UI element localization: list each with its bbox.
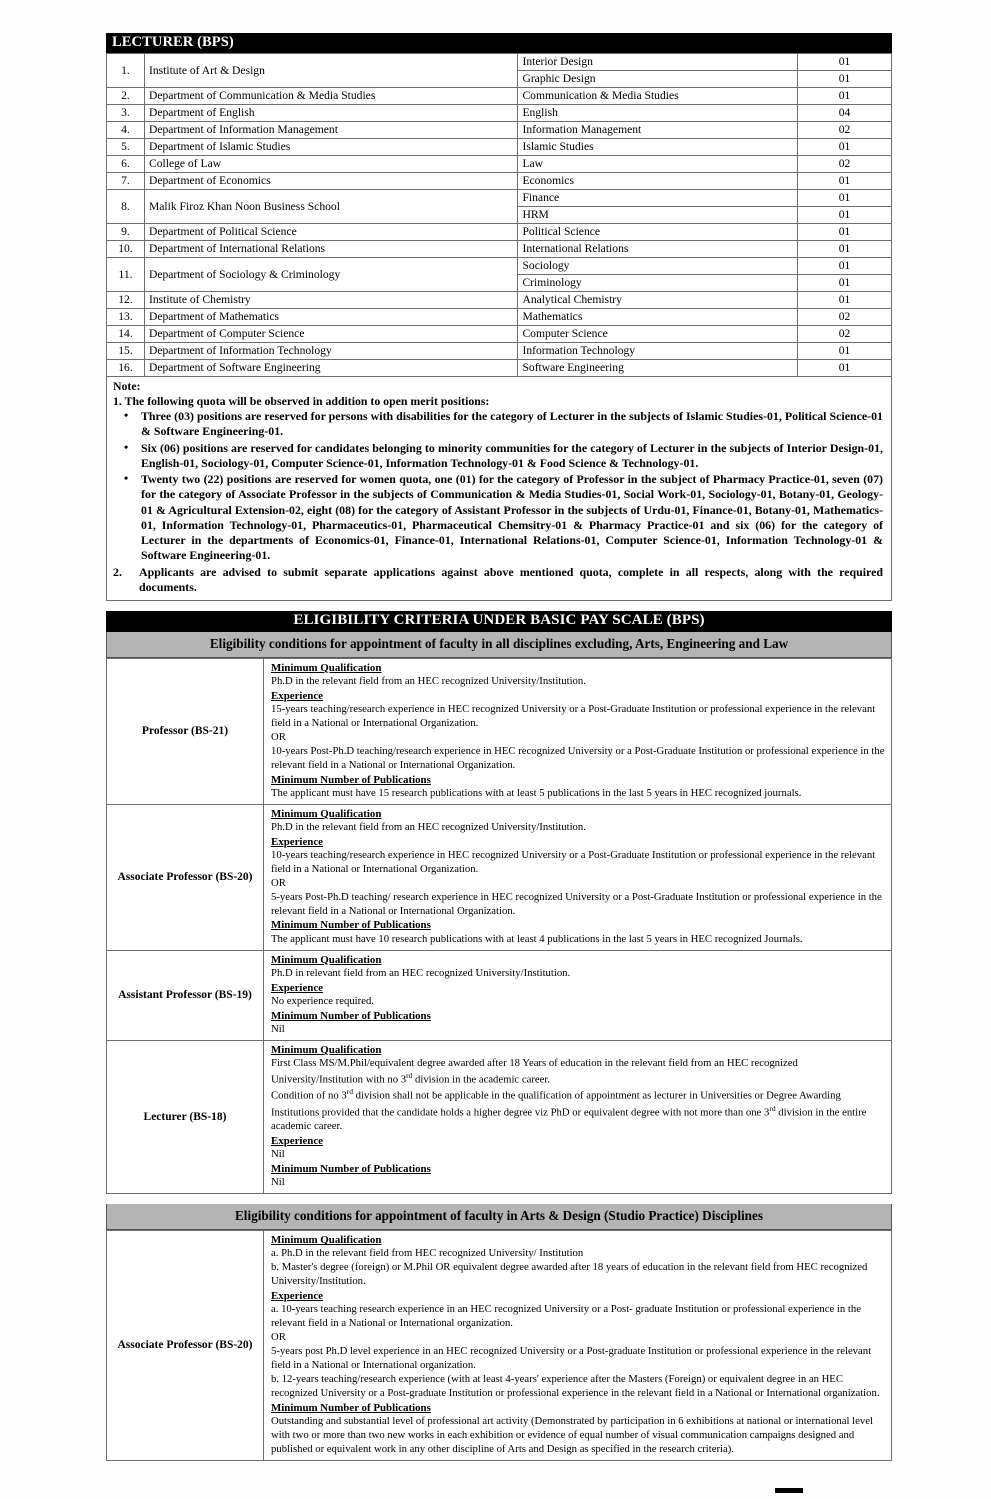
note-title: Note: [113, 378, 141, 393]
subject-name: Information Technology [518, 342, 798, 359]
row-number: 6. [107, 156, 145, 173]
vacancy-count: 01 [798, 241, 892, 258]
criteria-details [264, 950, 892, 1040]
criteria-general-table [106, 658, 892, 1195]
subject-name: Interior Design [518, 54, 798, 71]
criteria-line: Ph.D in relevant field from an HEC recognized University/Institution. [271, 966, 571, 979]
note-bullet: • Three (03) positions are reserved for persons with disabilities for the category of Lecturer in the subjects of Islamic Studies-01, Political Science-01 & Software Engineering-01. [135, 409, 883, 439]
row-number: 10. [107, 241, 145, 258]
department-name: Department of Economics [144, 173, 517, 190]
subject-name: Communication & Media Studies [518, 88, 798, 105]
criteria-line: 15-years teaching/research experience in HEC recognized University or a Post-Graduate Institution or professional experience in the relevant field in a National or International Organization. [271, 703, 876, 729]
table-row [107, 308, 892, 325]
table-row [107, 241, 892, 258]
criteria-general-heading: Eligibility conditions for appointment of faculty in all disciplines excluding, Arts, Engineering and Law [106, 632, 892, 658]
table-row [107, 258, 892, 275]
criteria-subheading: Experience [271, 1290, 324, 1303]
positions-table [106, 53, 892, 377]
criteria-designation: Professor (BS-21) [107, 658, 264, 804]
criteria-line: Ph.D in the relevant field from an HEC recognized University/Institution. [271, 674, 586, 687]
subject-name: HRM [518, 207, 798, 224]
table-row [107, 122, 892, 139]
subject-name: Criminology [518, 275, 798, 292]
note-item-2 [113, 565, 883, 595]
department-name: Department of Software Engineering [144, 359, 517, 376]
criteria-designation: Associate Professor (BS-20) [107, 1231, 264, 1460]
criteria-designation: Associate Professor (BS-20) [107, 804, 264, 950]
subject-name: Sociology [518, 258, 798, 275]
row-number: 7. [107, 173, 145, 190]
criteria-line: b. 12-years teaching/research experience (with at least 4-years' experience after the Masters (Foreign) or equivalent degree in an HEC recognized University or a Post-graduate Institution or professional experience in the relevant field in a National or International organization. [271, 1372, 880, 1399]
criteria-line: Condition of no 3rd division shall not be applicable in the qualification of appointment as lecturer in Universities or Degree Awarding Institutions provided that the candidate holds a higher degree viz PhD or equivalent degree with not more than one 3rd division in the entire academic career. [271, 1087, 867, 1133]
row-number: 14. [107, 325, 145, 342]
table-row [107, 292, 892, 309]
criteria-line: The applicant must have 10 research publications with at least 4 publications in the last 5 years in HEC recognized Journals. [271, 932, 803, 945]
criteria-subheading: Minimum Qualification [271, 807, 382, 820]
department-name: Department of Information Technology [144, 342, 517, 359]
criteria-row [107, 658, 892, 804]
row-number: 5. [107, 139, 145, 156]
criteria-row [107, 804, 892, 950]
table-row [107, 325, 892, 342]
subject-name: Graphic Design [518, 71, 798, 88]
note-item-2-index: 2. [113, 564, 122, 579]
criteria-details [264, 658, 892, 804]
subject-name: English [518, 105, 798, 122]
criteria-subheading: Experience [271, 981, 324, 994]
criteria-subheading: Minimum Qualification [271, 1234, 382, 1247]
subject-name: Software Engineering [518, 359, 798, 376]
criteria-subheading: Minimum Number of Publications [271, 1163, 431, 1176]
subject-name: Computer Science [518, 325, 798, 342]
row-number: 11. [107, 258, 145, 292]
department-name: Department of Communication & Media Studies [144, 88, 517, 105]
criteria-row [107, 1231, 892, 1460]
subject-name: International Relations [518, 241, 798, 258]
table-row [107, 156, 892, 173]
vacancy-count: 02 [798, 325, 892, 342]
vacancy-count: 01 [798, 292, 892, 309]
department-name: Institute of Chemistry [144, 292, 517, 309]
row-number: 3. [107, 105, 145, 122]
vacancy-count: 01 [798, 88, 892, 105]
vacancy-count: 01 [798, 139, 892, 156]
criteria-line: Nil [271, 1148, 285, 1161]
criteria-line: OR [271, 730, 286, 743]
vacancy-count: 02 [798, 308, 892, 325]
note-line-1: 1. The following quota will be observed in addition to open merit positions: [113, 394, 490, 409]
criteria-line: b. Master's degree (foreign) or M.Phil OR equivalent degree awarded after 18 years of education in the relevant field from HEC recognized University/Institution. [271, 1261, 868, 1288]
criteria-subheading: Minimum Number of Publications [271, 1401, 431, 1414]
page-edge-mark [775, 1488, 803, 1493]
department-name: Institute of Art & Design [144, 54, 517, 88]
vacancy-count: 01 [798, 342, 892, 359]
lecturer-bps-banner: LECTURER (BPS) [106, 33, 892, 53]
row-number: 12. [107, 292, 145, 309]
subject-name: Economics [518, 173, 798, 190]
row-number: 15. [107, 342, 145, 359]
criteria-subheading: Minimum Qualification [271, 1043, 382, 1056]
vacancy-count: 02 [798, 156, 892, 173]
subject-name: Information Management [518, 122, 798, 139]
vacancy-count: 02 [798, 122, 892, 139]
criteria-line: First Class MS/M.Phil/equivalent degree awarded after 18 Years of education in the relevant field from an HEC recognized University/Institution with no 3rd division in the academic career. [271, 1056, 798, 1086]
criteria-subheading: Minimum Number of Publications [271, 919, 431, 932]
criteria-line: Outstanding and substantial level of professional art activity (Demonstrated by participation in 6 exhibitions at national or international level with two or more than two new works in each exhibition or evidence of equal number of visual communication campaigns designed and published or equivalent work in any other discipline of Arts and Design as specified in the research criteria). [271, 1414, 873, 1455]
criteria-subheading: Minimum Number of Publications [271, 1009, 431, 1022]
criteria-subheading: Experience [271, 835, 324, 848]
vacancy-count: 01 [798, 224, 892, 241]
eligibility-criteria-banner: ELIGIBILITY CRITERIA UNDER BASIC PAY SCALE (BPS) [106, 611, 892, 632]
criteria-line: Ph.D in the relevant field from an HEC recognized University/Institution. [271, 820, 586, 833]
row-number: 2. [107, 88, 145, 105]
subject-name: Political Science [518, 224, 798, 241]
criteria-line: 5-years Post-Ph.D teaching/ research experience in HEC recognized University or a Post-Graduate Institution or professional experience in the relevant field in a National or International Organization. [271, 890, 882, 917]
department-name: Department of International Relations [144, 241, 517, 258]
criteria-line: a. 10-years teaching research experience in an HEC recognized University or a Post- graduate Institution or professional experience in the relevant field in a National or International organization. [271, 1303, 861, 1330]
vacancy-count: 01 [798, 190, 892, 207]
criteria-line: Nil [271, 1022, 285, 1035]
department-name: Department of Political Science [144, 224, 517, 241]
vacancy-count: 01 [798, 207, 892, 224]
table-row [107, 190, 892, 207]
criteria-line: a. Ph.D in the relevant field from HEC recognized University/ Institution [271, 1247, 584, 1260]
subject-name: Analytical Chemistry [518, 292, 798, 309]
vacancy-count: 04 [798, 105, 892, 122]
row-number: 8. [107, 190, 145, 224]
table-row [107, 139, 892, 156]
vacancy-count: 01 [798, 54, 892, 71]
criteria-details [264, 1040, 892, 1194]
table-row [107, 359, 892, 376]
department-name: Department of Islamic Studies [144, 139, 517, 156]
subject-name: Finance [518, 190, 798, 207]
table-row [107, 224, 892, 241]
notice-sheet [106, 33, 892, 1461]
department-name: Department of Information Management [144, 122, 517, 139]
criteria-arts-table [106, 1230, 892, 1460]
table-row [107, 173, 892, 190]
note-item-2-text: Applicants are advised to submit separate applications against above mentioned quota, complete in all respects, along with the required documents. [139, 564, 883, 594]
vacancy-count: 01 [798, 275, 892, 292]
vacancy-count: 01 [798, 258, 892, 275]
criteria-subheading: Experience [271, 689, 324, 702]
department-name: Department of Sociology & Criminology [144, 258, 517, 292]
criteria-line: No experience required. [271, 994, 374, 1007]
vacancy-count: 01 [798, 359, 892, 376]
department-name: Department of Computer Science [144, 325, 517, 342]
vacancy-count: 01 [798, 173, 892, 190]
row-number: 13. [107, 308, 145, 325]
criteria-details [264, 1231, 892, 1460]
criteria-row [107, 950, 892, 1040]
department-name: Malik Firoz Khan Noon Business School [144, 190, 517, 224]
row-number: 9. [107, 224, 145, 241]
criteria-designation: Lecturer (BS-18) [107, 1040, 264, 1194]
note-bullet: • Twenty two (22) positions are reserved for women quota, one (01) for the category of Professor in the subject of Pharmacy Practice-01, seven (07) for the category of Associate Professor in the subjects of Communication & Media Studies-01, Social Work-01, Sociology-01, Botany-01, Geology-01 & Agricultural Extension-02, eight (08) for the category of Assistant Professor in the subjects of Urdu-01, Finance-01, Botany-01, Mathematics-01, Information Technology-01, Pharmaceutics-01, Pharmaceutical Chemsitry-01 & Pharmacy Practice-01 and six (06) for the category of Lecturer in the departments of Economics-01, Finance-01, International Relations-01, Computer Science-01, Information Technology-01 & Software Engineering-01. [135, 472, 883, 563]
note-bullet: • Six (06) positions are reserved for candidates belonging to minority communities for the category of Lecturer in the subjects of Interior Design-01, English-01, Sociology-01, Computer Science-01, Information Technology-01 & Food Science & Technology-01. [135, 441, 883, 471]
criteria-line: 5-years post Ph.D level experience in an HEC recognized University or a Post-graduate Institution or professional experience in the relevant field in a National or International organization. [271, 1345, 872, 1371]
criteria-designation: Assistant Professor (BS-19) [107, 950, 264, 1040]
row-number: 4. [107, 122, 145, 139]
criteria-line: Nil [271, 1176, 285, 1189]
subject-name: Law [518, 156, 798, 173]
row-number: 1. [107, 54, 145, 88]
department-name: Department of Mathematics [144, 308, 517, 325]
criteria-row [107, 1040, 892, 1194]
row-number: 16. [107, 359, 145, 376]
criteria-subheading: Minimum Number of Publications [271, 773, 431, 786]
table-row [107, 105, 892, 122]
subject-name: Mathematics [518, 308, 798, 325]
subject-name: Islamic Studies [518, 139, 798, 156]
criteria-subheading: Experience [271, 1135, 324, 1148]
criteria-line: 10-years teaching/research experience in HEC recognized University or a Post-Graduate Institution or professional experience in the relevant field in a National or International Organization. [271, 848, 876, 875]
criteria-line: OR [271, 876, 286, 889]
criteria-line: OR [271, 1331, 286, 1344]
criteria-line: 10-years Post-Ph.D teaching/research experience in HEC recognized University or a Post-Graduate Institution or professional experience in the relevant field in a National or International Organization. [271, 744, 885, 771]
vacancy-count: 01 [798, 71, 892, 88]
criteria-line: The applicant must have 15 research publications with at least 5 publications in the last 5 years in HEC recognized journals. [271, 786, 802, 799]
criteria-subheading: Minimum Qualification [271, 661, 382, 674]
department-name: College of Law [144, 156, 517, 173]
criteria-arts-heading: Eligibility conditions for appointment of faculty in Arts & Design (Studio Practice) Disciplines [106, 1204, 892, 1230]
table-row [107, 342, 892, 359]
criteria-subheading: Minimum Qualification [271, 953, 382, 966]
table-row [107, 54, 892, 71]
criteria-details [264, 804, 892, 950]
department-name: Department of English [144, 105, 517, 122]
note-block [106, 377, 892, 601]
note-bullet-list [113, 409, 883, 563]
table-row [107, 88, 892, 105]
